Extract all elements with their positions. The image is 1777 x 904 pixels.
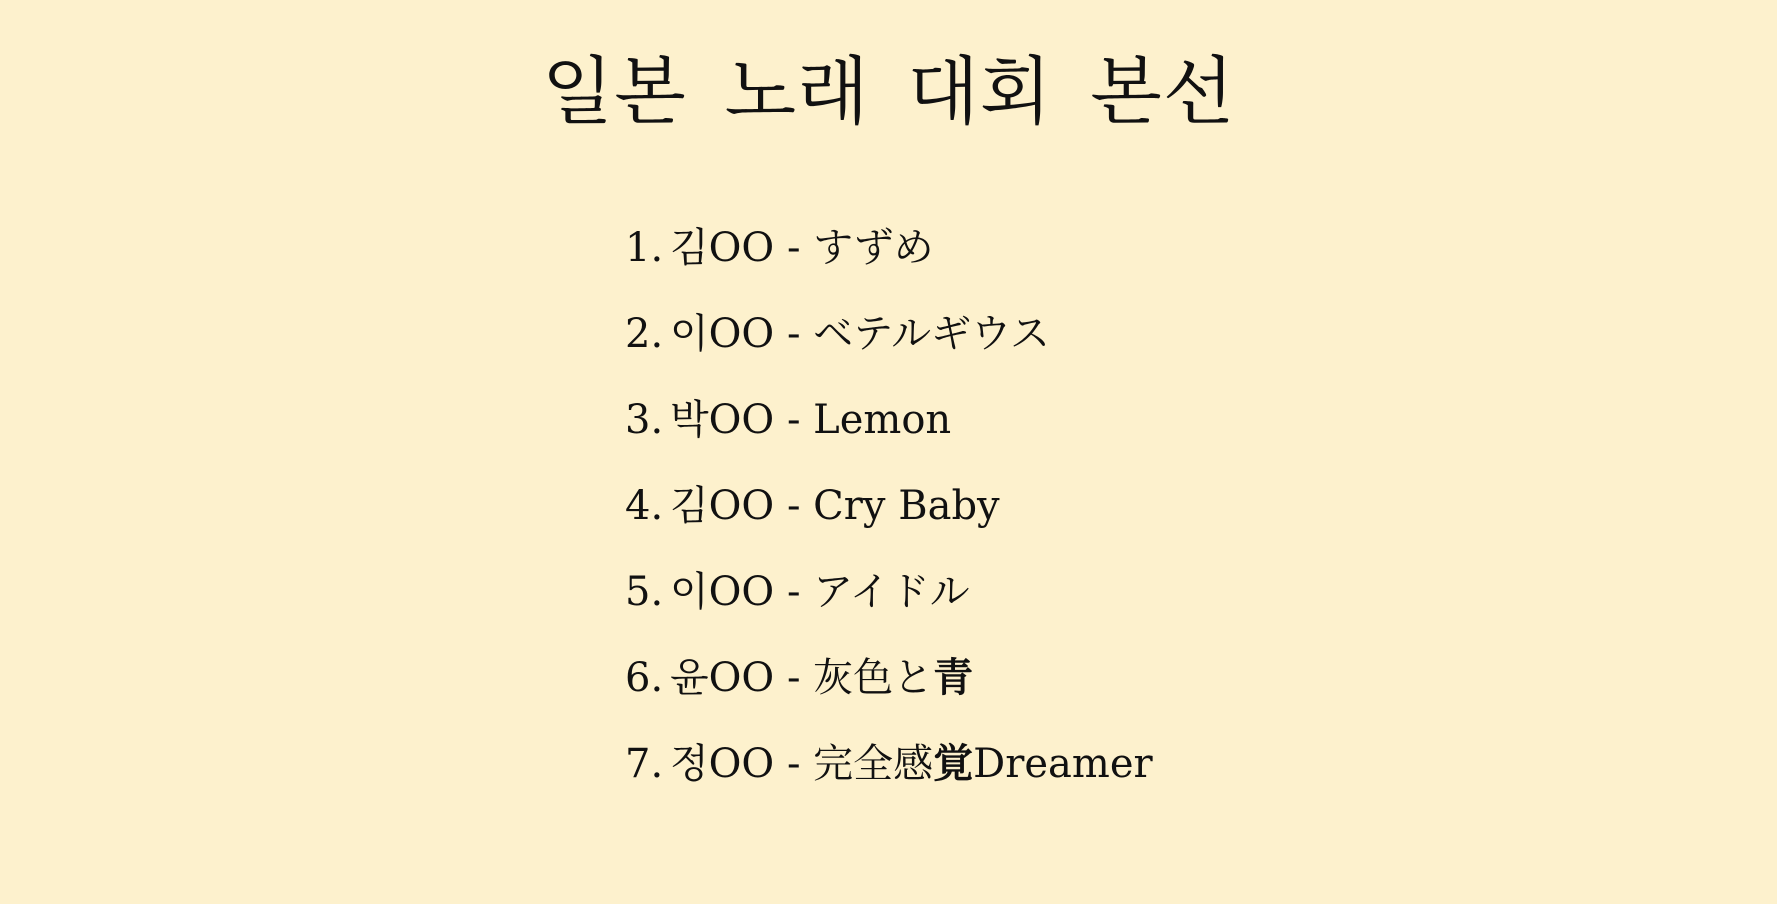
list-item bbox=[625, 291, 1153, 377]
item-number: 2. bbox=[625, 311, 664, 357]
item-text bbox=[670, 205, 934, 291]
item-number: 1. bbox=[625, 225, 664, 271]
item-text-segment: 김OO - すずめ bbox=[670, 225, 934, 271]
list-item bbox=[625, 721, 1153, 807]
item-number: 5. bbox=[625, 569, 664, 615]
item-number: 7. bbox=[625, 741, 664, 787]
list-item bbox=[625, 635, 1153, 721]
item-text-segment: 정OO - 完全感 bbox=[670, 741, 934, 787]
item-text-segment: 이OO - ベテルギウス bbox=[670, 311, 1050, 357]
item-text bbox=[670, 377, 951, 463]
list-item bbox=[625, 377, 1153, 463]
item-text bbox=[670, 549, 970, 635]
list-item bbox=[625, 549, 1153, 635]
item-number: 4. bbox=[625, 483, 664, 529]
page-title: 일본 노래 대회 본선 bbox=[541, 49, 1236, 135]
item-text-segment: 윤OO - 灰色と bbox=[670, 655, 934, 701]
item-text-segment: Dreamer bbox=[973, 741, 1153, 787]
item-text bbox=[670, 463, 1000, 549]
item-text-segment-gothic: 覚 bbox=[933, 741, 974, 787]
item-text bbox=[670, 291, 1050, 377]
list-item bbox=[625, 205, 1153, 291]
item-text-segment-gothic: 青 bbox=[933, 655, 974, 701]
item-text bbox=[670, 635, 973, 721]
item-number: 6. bbox=[625, 655, 664, 701]
list-item bbox=[625, 463, 1153, 549]
item-text-segment: 김OO - Cry Baby bbox=[670, 483, 1000, 529]
item-text-segment: 이OO - アイドル bbox=[670, 569, 970, 615]
song-list bbox=[625, 205, 1153, 807]
item-text-segment: 박OO - Lemon bbox=[670, 397, 952, 443]
item-text bbox=[670, 721, 1153, 807]
item-number: 3. bbox=[625, 397, 664, 443]
